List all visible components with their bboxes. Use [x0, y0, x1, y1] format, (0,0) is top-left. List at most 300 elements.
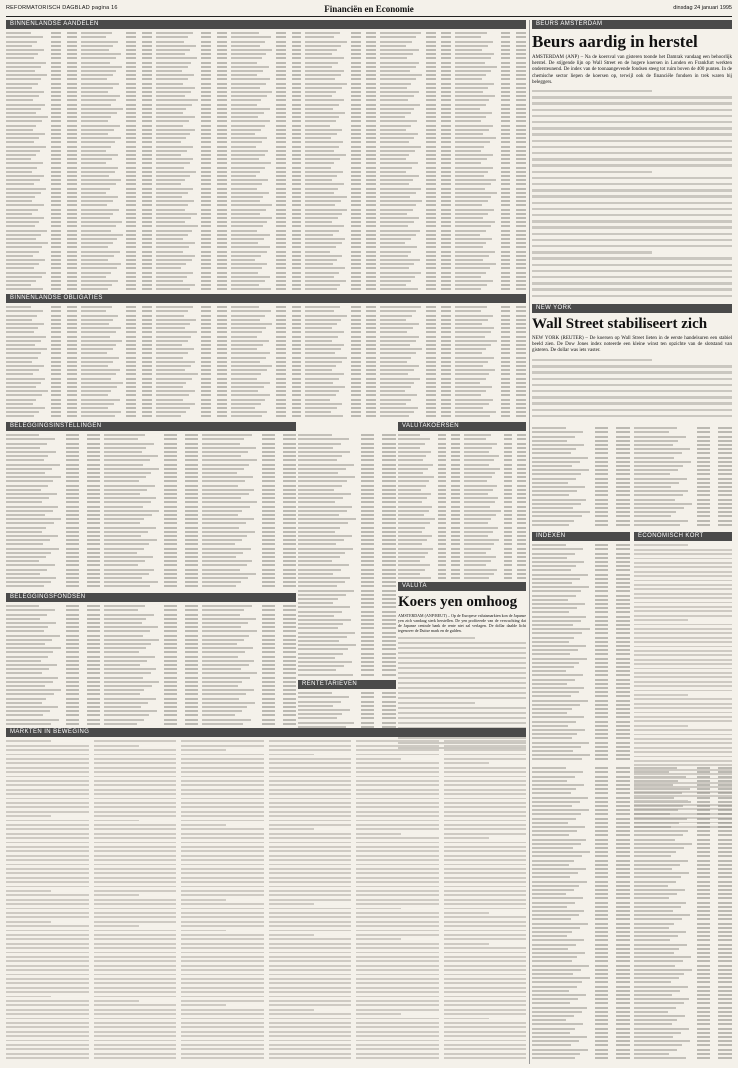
text-line [398, 662, 526, 664]
text-line [444, 952, 527, 954]
text-line [94, 925, 139, 927]
text-line [181, 890, 264, 892]
text-line [532, 390, 732, 392]
text-line [181, 749, 226, 751]
text-line [269, 762, 352, 764]
text-line [6, 811, 89, 813]
text-line [634, 575, 732, 577]
beleggingsfondsen-table [6, 604, 296, 726]
text-line [356, 877, 439, 879]
table-column [156, 31, 227, 292]
table-row [231, 287, 302, 291]
text-line [398, 652, 526, 654]
text-line [532, 171, 652, 173]
table-column [6, 31, 77, 292]
text-line [444, 987, 527, 989]
text-line [356, 740, 439, 742]
text-line [444, 881, 527, 883]
text-line [6, 965, 89, 967]
text-line [444, 820, 527, 822]
text-line [181, 784, 264, 786]
text-line [634, 751, 732, 753]
text-line [398, 707, 526, 709]
text-line [269, 978, 352, 980]
text-line [444, 789, 527, 791]
text-line [94, 771, 177, 773]
text-line [532, 121, 732, 123]
text-line [356, 982, 439, 984]
text-line [6, 886, 89, 888]
text-line [181, 846, 264, 848]
text-line [634, 650, 732, 652]
text-line [181, 960, 264, 962]
text-line [181, 1053, 264, 1055]
text-line [181, 1022, 264, 1024]
text-line [269, 987, 352, 989]
text-line [444, 996, 527, 998]
text-line [532, 90, 652, 92]
table-column [455, 31, 526, 292]
text-line [444, 886, 527, 888]
text-line [181, 837, 264, 839]
table-row [202, 584, 296, 588]
text-line [6, 969, 89, 971]
text-line [444, 947, 527, 949]
text-line [6, 745, 89, 747]
text-line [444, 903, 527, 905]
text-line [444, 749, 527, 751]
text-line [356, 793, 439, 795]
text-line [634, 712, 732, 714]
text-line [269, 934, 314, 936]
text-line [94, 960, 177, 962]
text-line [356, 925, 439, 927]
text-line [444, 802, 527, 804]
text-line [356, 864, 439, 866]
text-line [94, 978, 177, 980]
table-column [6, 305, 77, 420]
text-line [398, 657, 526, 659]
divider [529, 20, 530, 1064]
text-line [269, 784, 352, 786]
text-line [94, 872, 177, 874]
text-line [181, 974, 264, 976]
text-line [444, 798, 527, 800]
text-line [6, 934, 89, 936]
text-line [532, 270, 732, 272]
text-line [6, 842, 89, 844]
text-line [634, 747, 732, 749]
text-line [181, 806, 264, 808]
text-line [444, 978, 527, 980]
text-line [181, 864, 264, 866]
text-line [6, 776, 89, 778]
text-line [634, 632, 732, 634]
text-line [532, 146, 732, 148]
beurs-body: AMSTERDAM (ANP) – Na de koersval van gisteren toonde het Damrak vandaag een behoorlijk herstel. De stijgende lijn op Wall Street en de hogere koersen in Londen en Frankfurt werkten ondersteunend. De index van de toonaangevende fondsen steeg tot ruim boven de 400 punten. In de chemische sector liepen de koersen op, terwijl ook de financiële fondsen in trek waren bij beleggers. [532, 55, 732, 85]
text-line [269, 903, 314, 905]
table-row [156, 287, 227, 291]
text-line [356, 820, 439, 822]
text-line [181, 758, 264, 760]
text-line [444, 833, 527, 835]
text-line [634, 558, 732, 560]
text-line [444, 754, 527, 756]
table-column [81, 305, 152, 420]
text-line [181, 934, 264, 936]
text-line [269, 956, 352, 958]
text-line [6, 859, 89, 861]
text-line [532, 409, 732, 411]
text-line [356, 934, 439, 936]
text-line [356, 974, 439, 976]
newspaper-page [6, 4, 732, 1064]
text-line [634, 707, 732, 709]
table-row [6, 414, 77, 418]
text-line [356, 1057, 439, 1059]
text-line [6, 1009, 89, 1011]
text-line [634, 553, 732, 555]
text-line [634, 690, 732, 692]
text-line [444, 894, 527, 896]
text-line [181, 1018, 264, 1020]
text-line [94, 846, 177, 848]
section-indexen: INDEXEN [532, 532, 630, 541]
text-line [6, 1026, 89, 1028]
text-line [356, 943, 439, 945]
text-line [444, 965, 527, 967]
text-line [532, 140, 732, 142]
section-beleggingsfondsen: BELEGGINGSFONDSEN [6, 593, 296, 602]
table-row [532, 757, 630, 761]
text-line [444, 758, 527, 760]
text-line [94, 850, 177, 852]
text-line [6, 767, 89, 769]
text-line [634, 659, 732, 661]
text-line [269, 877, 352, 879]
text-line [94, 784, 177, 786]
text-line [181, 1040, 264, 1042]
text-line [181, 793, 264, 795]
text-line [444, 811, 527, 813]
text-line [634, 729, 732, 731]
table-column [464, 433, 526, 581]
text-line [6, 740, 51, 742]
text-line [398, 717, 526, 719]
text-line [6, 881, 89, 883]
text-line [356, 846, 439, 848]
text-line [94, 837, 177, 839]
text-line [6, 1057, 89, 1059]
text-line [269, 749, 352, 751]
text-line [94, 1035, 177, 1037]
text-line [444, 991, 527, 993]
text-line [398, 677, 526, 679]
text-line [356, 1013, 401, 1015]
text-line [356, 987, 439, 989]
text-line [444, 767, 527, 769]
text-line [6, 815, 51, 817]
text-line [269, 1018, 352, 1020]
text-line [269, 960, 352, 962]
header-title: Financiën en Economie [324, 4, 414, 14]
text-line [6, 890, 51, 892]
text-line [532, 239, 732, 241]
text-line [634, 624, 732, 626]
text-line [532, 127, 732, 129]
text-line [6, 820, 89, 822]
text-line [181, 1048, 264, 1050]
text-line [181, 815, 264, 817]
text-line [269, 1009, 314, 1011]
text-line [532, 415, 732, 417]
text-line [356, 771, 439, 773]
table-row [634, 523, 732, 527]
text-line [6, 1040, 89, 1042]
text-line [269, 842, 352, 844]
text-line [269, 996, 352, 998]
text-line [444, 806, 527, 808]
text-line [181, 921, 264, 923]
text-line [634, 681, 732, 683]
text-line [269, 745, 352, 747]
text-line [181, 978, 264, 980]
text-line [356, 921, 439, 923]
text-line [94, 754, 177, 756]
text-line [181, 912, 264, 914]
markten-text [6, 739, 526, 1064]
text-line [356, 754, 439, 756]
text-line [356, 886, 439, 888]
text-line [444, 1035, 527, 1037]
text-line [6, 1031, 89, 1033]
text-line [181, 899, 226, 901]
text-line [532, 276, 732, 278]
table-row [455, 414, 526, 418]
text-line [356, 850, 439, 852]
text-line [444, 776, 527, 778]
table-row [6, 584, 100, 588]
text-line [532, 208, 732, 210]
text-line [6, 952, 89, 954]
text-line [634, 628, 732, 630]
text-line [6, 908, 89, 910]
valutakoersen-table [398, 433, 526, 581]
text-line [356, 802, 439, 804]
text-line [94, 1000, 139, 1002]
text-line [181, 1009, 264, 1011]
text-line [181, 820, 264, 822]
text-line [94, 806, 177, 808]
text-line [444, 1053, 527, 1055]
text-line [269, 855, 352, 857]
text-line [398, 712, 526, 714]
table-row [298, 672, 396, 676]
table-row [380, 414, 451, 418]
text-line [356, 899, 439, 901]
text-line [94, 903, 177, 905]
text-line [269, 982, 352, 984]
text-line [444, 762, 489, 764]
text-line [6, 947, 89, 949]
wallstreet-body: NEW YORK (REUTER) – De koersen op Wall Street lieten in de eerste handelsuren een stabiel beeld zien. De Dow Jones index noteerde een kleine winst ten opzichte van de slotstand van gisteren. De dollar was iets vaster. [532, 336, 732, 354]
header-left: REFORMATORISCH DAGBLAD pagina 16 [6, 5, 118, 11]
text-line [444, 1031, 527, 1033]
table-column [532, 766, 630, 1064]
text-line [6, 987, 89, 989]
text-line [269, 850, 352, 852]
text-line [532, 257, 732, 259]
table-row [455, 287, 526, 291]
text-line [444, 837, 489, 839]
text-line [356, 894, 439, 896]
text-line [269, 1026, 352, 1028]
text-line [634, 602, 732, 604]
text-line [634, 654, 732, 656]
text-line [634, 637, 732, 639]
text-line [6, 784, 89, 786]
text-line [6, 754, 89, 756]
text-line [94, 921, 177, 923]
text-line [94, 974, 177, 976]
text-line [269, 806, 352, 808]
text-line [269, 974, 352, 976]
text-line [94, 740, 177, 742]
text-line [269, 1057, 352, 1059]
text-line [181, 943, 264, 945]
text-line [269, 780, 352, 782]
text-line [181, 930, 226, 932]
table-column [455, 305, 526, 420]
table-column [380, 31, 451, 292]
text-line [269, 894, 352, 896]
text-line [356, 1022, 439, 1024]
beurs-article [532, 32, 732, 302]
text-line [94, 815, 177, 817]
text-line [181, 938, 264, 940]
text-line [444, 828, 527, 830]
text-line [444, 956, 527, 958]
text-line [181, 868, 264, 870]
text-line [398, 722, 526, 724]
text-line [444, 1013, 527, 1015]
table-column [202, 433, 296, 591]
text-line [356, 912, 439, 914]
text-line [444, 934, 527, 936]
text-line [444, 960, 527, 962]
text-line [634, 668, 732, 670]
text-line [444, 784, 527, 786]
text-line [181, 1013, 264, 1015]
section-new-york: NEW YORK [532, 304, 732, 313]
section-economisch-kort: ECONOMISCH KORT [634, 532, 732, 541]
text-line [532, 264, 732, 266]
text-line [356, 859, 439, 861]
text-line [181, 903, 264, 905]
text-line [181, 982, 264, 984]
text-line [181, 956, 264, 958]
text-line [532, 371, 732, 373]
text-line [532, 177, 732, 179]
text-line [181, 872, 264, 874]
text-line [269, 890, 352, 892]
text-line [356, 1000, 439, 1002]
header-date: dinsdag 24 januari 1995 [673, 5, 732, 11]
section-binnenlandse-obligaties: BINNENLANDSE OBLIGATIES [6, 294, 526, 303]
text-line [532, 288, 732, 290]
text-line [269, 965, 352, 967]
text-line [269, 921, 352, 923]
text-line [181, 947, 264, 949]
text-line [94, 987, 177, 989]
text-line [532, 96, 732, 98]
text-line [6, 806, 89, 808]
text-line [94, 894, 139, 896]
table-row [202, 722, 296, 726]
text-line [398, 687, 526, 689]
text-line [181, 987, 264, 989]
text-line [444, 740, 527, 742]
text-line [532, 109, 732, 111]
text-line [6, 798, 89, 800]
text-line [532, 402, 732, 404]
text-line [634, 725, 688, 727]
text-line [269, 886, 352, 888]
text-line [269, 991, 352, 993]
text-line [181, 811, 264, 813]
text-line [444, 1040, 527, 1042]
text-line [94, 969, 177, 971]
text-line [356, 749, 439, 751]
text-line [269, 899, 352, 901]
text-line [532, 214, 732, 216]
text-line [444, 969, 527, 971]
text-line [356, 947, 439, 949]
section-markten: MARKTEN IN BEWEGING [6, 728, 526, 737]
section-valuta: VALUTA [398, 582, 526, 591]
text-line [181, 828, 264, 830]
text-line [398, 672, 526, 674]
text-line [444, 938, 527, 940]
text-line [634, 734, 732, 736]
text-line [532, 202, 732, 204]
text-line [181, 789, 264, 791]
text-line [6, 991, 89, 993]
text-line [6, 758, 89, 760]
text-line [532, 245, 732, 247]
text-line [532, 251, 652, 253]
text-line [94, 1013, 177, 1015]
text-line [6, 1000, 89, 1002]
text-line [356, 890, 439, 892]
text-line [444, 780, 527, 782]
beurs-headline: Beurs aardig in herstel [532, 32, 698, 51]
text-line [269, 930, 352, 932]
text-line [634, 580, 732, 582]
text-line [6, 894, 89, 896]
text-line [356, 991, 439, 993]
text-line [444, 943, 489, 945]
text-line [444, 1022, 527, 1024]
text-line [269, 776, 352, 778]
text-line [356, 780, 439, 782]
table-row [398, 576, 460, 580]
text-line [269, 758, 352, 760]
text-line [6, 956, 89, 958]
text-line [356, 789, 439, 791]
text-line [181, 965, 264, 967]
text-line [634, 619, 688, 621]
